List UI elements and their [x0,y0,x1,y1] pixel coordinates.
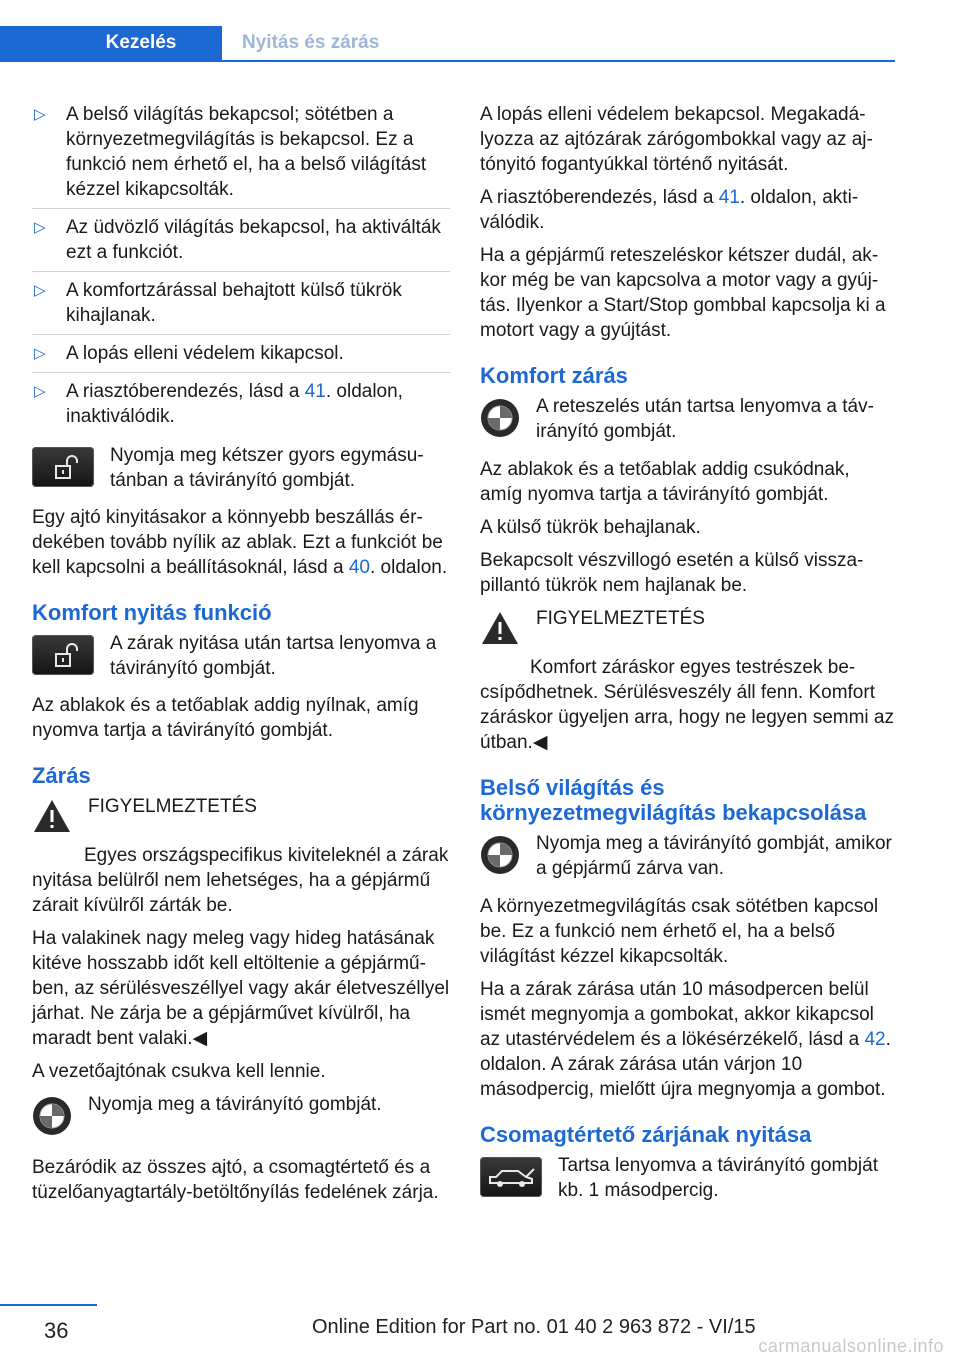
komfort-nyitas-instruction [32,631,450,681]
csomag-instruction [480,1153,895,1203]
lock-result-paragraph: Bezáródik az összes ajtó, a csomagtértető és a tüzelőanyagtartály-betöltőnyílás fedelének zárja. [32,1157,439,1203]
heat-paragraph: Ha valakinek nagy meleg vagy hideg hatásának kitéve hosszabb időt kell eltöltenie a gépjárműben, az sérülésveszéllyel vagy akár életveszéllyel járhat. Ne zárja be a gépjárművet kívülről, ha maradt bent valaki.◀ [32,928,450,1049]
warning-title: FIGYELMEZTETÉS [88,796,257,817]
list-item [32,379,450,437]
komfort-warning-title-block [536,606,895,631]
warning-triangle-icon [32,798,72,841]
belso-p2-pre: Ha a zárak zárása után 10 másodpercen belül ismét megnyomja a gombokat, akkor kikapcsol az utastérvédelem és a lökésérzékelő, lásd a [480,979,874,1050]
driver-door-paragraph: A vezetőajtónak csukva kell lennie. [32,1061,326,1082]
watermark: carmanualsonline.info [758,1336,944,1356]
unlock-key-icon [32,447,94,487]
door-window-paragraph [32,505,450,580]
bullet5-pre: A riasztóberendezés, lásd a [66,381,305,402]
bmw-logo-icon [32,1096,72,1143]
komfort-zaras-text: A reteszelés után tartsa lenyomva a távirányító gombját. [536,396,874,442]
alarm-pre: A riasztóberendezés, lásd a [480,187,719,208]
tab-nyitas-es-zaras[interactable]: Nyitás és zárás [242,32,380,53]
list-item: ▷ A lopás elleni védelem kikapcsol. [32,341,450,379]
belso-paragraph-1: A környezetmegvilágítás csak sötétben kapcsol be. Ez a funkció nem érhető el, ha a belső világítást kézzel kikapcsolták. [480,896,879,967]
belso-paragraph-2 [480,977,895,1102]
kz-paragraph-3: Bekapcsolt vészvillogó esetén a külső visszapillantó tükrök nem hajlanak be. [480,550,864,596]
door-para-pre: Egy ajtó kinyitásakor a könnyebb beszállás érdekében tovább nyílik az ablak. Ezt a funkciót be kell kapcsolni a beállításoknál, lásd a [32,507,443,578]
zaras-warning-title-block [88,794,450,819]
door-para-post: . oldalon. [370,557,448,578]
unlock-text: Nyomja meg kétszer gyors egymásutánban a távirányító gombját. [110,445,424,491]
alarm-paragraph [480,185,895,235]
bullet5-post: . oldalon, inaktiválódik. [66,381,403,427]
warning-triangle-icon [480,610,520,653]
edition-text: Online Edition for Part no. 01 40 2 963 872 - VI/15 [312,1316,756,1338]
page-link-41[interactable]: 41 [304,381,326,402]
page-link-42[interactable]: 42 [864,1029,886,1050]
theft-paragraph: A lopás elleni védelem bekapcsol. Megakadályozza az ajtózárak zárógombokkal vagy az ajtónyitó fogantyúkkal történő nyitását. [480,104,873,175]
list-item: ▷ A belső világítás bekapcsol; sötétben a környezetmegvilágítás is bekapcsol. Ez a funkció nem érhető el, ha a belső világítást kézzel kikapcsolták. [32,102,450,215]
list-item: ▷ Az üdvözlő világítás bekapcsol, ha aktiválták ezt a funkciót. [32,215,450,278]
header-divider [0,60,895,62]
heading-zaras: Zárás [32,763,91,788]
belso-instruction [480,831,895,882]
csomag-text: Tartsa lenyomva a távirányító gombját kb. 1 másodpercig. [558,1155,878,1201]
bullet-list [32,102,450,437]
warning-title: FIGYELMEZTETÉS [536,608,705,629]
komfort-warning [480,606,895,653]
heading-belso-vilagitas: Belső világítás és környezetmegvilágítás bekapcsolása [480,775,867,825]
left-column [32,102,450,1213]
bmw-logo-icon [480,398,520,445]
unlock-instruction [32,443,450,493]
list-item: ▷ A komfortzárással behajtott külső tükrök kihajlanak. [32,278,450,341]
footer-divider [0,1304,97,1306]
komfort-nyitas-paragraph: Az ablakok és a tetőablak addig nyílnak, amíg nyomva tartja a távirányító gombját. [32,695,419,741]
trunk-car-icon [480,1157,542,1197]
tab-kezeles[interactable]: Kezelés [0,26,222,60]
belso-text: Nyomja meg a távirányító gombját, amikor a gépjármű zárva van. [536,833,892,879]
komfort-nyitas-text: A zárak nyitása után tartsa lenyomva a távirányító gombját. [110,633,437,679]
bmw-logo-icon [480,835,520,882]
kz-paragraph-2: A külső tükrök behajlanak. [480,517,701,538]
alarm-post: . oldalon, aktiválódik. [480,187,859,233]
heading-komfort-nyitas: Komfort nyitás funkció [32,600,272,625]
komfort-warning-text: Komfort záráskor egyes testrészek becsípődhetnek. Sérülésveszély áll fenn. Komfort záráskor ügyeljen arra, hogy ne legyen semmi az útban.◀ [480,657,894,753]
zaras-warning-text: Egyes országspecifikus kiviteleknél a zárak nyitása belülről nem lehetséges, ha a gépjármű zárait kívülről zárták be. [32,845,449,916]
page-number: 36 [44,1318,69,1343]
komfort-zaras-instruction [480,394,895,445]
horn-paragraph: Ha a gépjármű reteszeléskor kétszer dudál, akkor még be van kapcsolva a motor vagy a gyújtás. Ilyenkor a Start/Stop gombbal kapcsolja ki a motort vagy a gyújtást. [480,245,886,341]
header-tabbar [0,26,960,62]
unlock-key-icon [32,635,94,675]
kz-paragraph-1: Az ablakok és a tetőablak addig csukódnak, amíg nyomva tartja a távirányító gombját. [480,459,850,505]
page-link-41[interactable]: 41 [718,187,740,208]
belso-p2-post: . oldalon. A zárak zárása után várjon 10 másodpercig, mielőtt újra megnyomja a gombot. [480,1029,891,1100]
zaras-warning [32,794,450,841]
right-column [480,102,895,1215]
heading-csomagtertet: Csomagtértető zárjának nyitása [480,1122,812,1147]
heading-komfort-zaras: Komfort zárás [480,363,628,388]
lock-text: Nyomja meg a távirányító gombját. [88,1094,382,1115]
lock-instruction [32,1092,450,1143]
page-link-40[interactable]: 40 [348,557,370,578]
